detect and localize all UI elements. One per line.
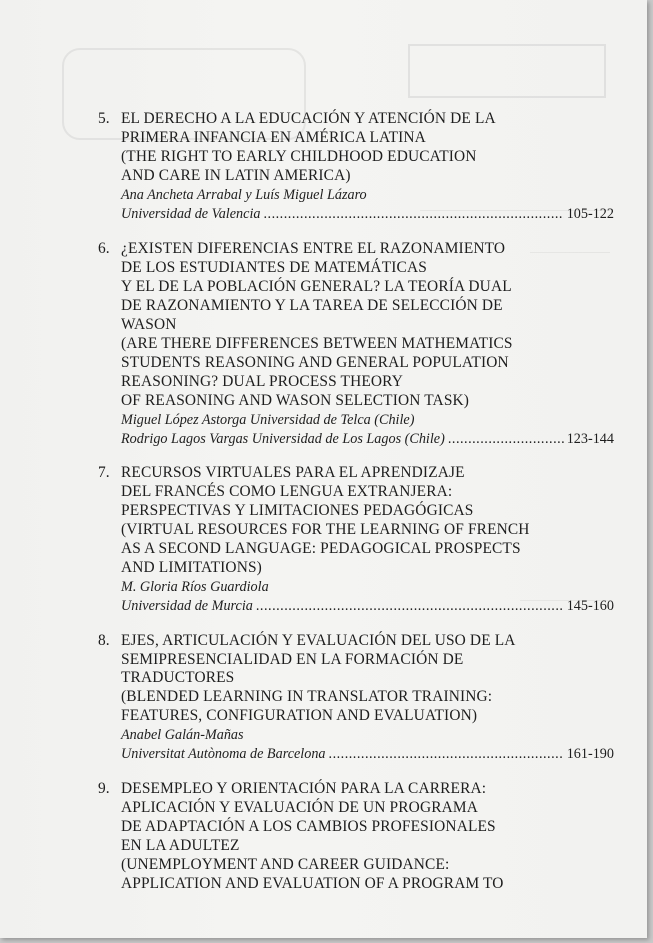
toc-entry xyxy=(98,780,614,893)
title-line: WASON xyxy=(121,316,177,334)
entry-affiliation-pages xyxy=(121,205,614,224)
title-line: EN LA ADULTEZ xyxy=(121,836,240,854)
entry-number: 5. xyxy=(98,110,110,127)
title-line: APPLICATION AND EVALUATION OF A PROGRAM TO xyxy=(121,874,504,892)
title-line: ¿EXISTEN DIFERENCIAS ENTRE EL RAZONAMIENTO xyxy=(121,240,506,258)
entry-affiliation: Universitat Autònoma de Barcelona xyxy=(121,746,326,763)
entry-affiliation-pages xyxy=(121,745,614,764)
entry-author: M. Gloria Ríos Guardiola xyxy=(121,578,269,595)
title-line: FEATURES, CONFIGURATION AND EVALUATION) xyxy=(121,707,478,725)
entry-number: 9. xyxy=(98,780,110,797)
title-line: EJES, ARTICULACIÓN Y EVALUACIÓN DEL USO DE LA xyxy=(121,631,516,649)
dot-leader xyxy=(256,597,564,616)
entry-author: Miguel López Astorga Universidad de Telca (Chile) xyxy=(121,411,415,428)
title-line: AS A SECOND LANGUAGE: PEDAGOGICAL PROSPECTS xyxy=(121,540,521,558)
entry-affiliation-pages xyxy=(121,430,614,449)
entry-affiliation: Universidad de Valencia xyxy=(121,205,261,222)
entry-title xyxy=(121,240,614,410)
title-line: STUDENTS REASONING AND GENERAL POPULATION xyxy=(121,353,509,371)
title-line: (UNEMPLOYMENT AND CAREER GUIDANCE: xyxy=(121,855,450,873)
entry-title xyxy=(121,110,614,186)
entry-pages: 123-144 xyxy=(566,430,614,447)
title-line: RECURSOS VIRTUALES PARA EL APRENDIZAJE xyxy=(121,464,465,482)
dot-leader xyxy=(448,430,564,449)
title-line: EL DERECHO A LA EDUCACIÓN Y ATENCIÓN DE LA xyxy=(121,110,496,127)
entry-affiliation-pages xyxy=(121,597,614,616)
entry-title xyxy=(121,632,614,727)
entry-number: 8. xyxy=(98,631,110,649)
title-line: DESEMPLEO Y ORIENTACIÓN PARA LA CARRERA: xyxy=(121,780,487,797)
title-line: APLICACIÓN Y EVALUACIÓN DE UN PROGRAMA xyxy=(121,798,478,816)
title-line: TRADUCTORES xyxy=(121,669,235,687)
entry-number: 6. xyxy=(98,240,110,258)
title-line: (BLENDED LEARNING IN TRANSLATOR TRAINING: xyxy=(121,688,493,706)
bleed-through-logo-box xyxy=(408,44,606,98)
title-line: DEL FRANCÉS COMO LENGUA EXTRANJERA: xyxy=(121,483,453,501)
title-line: DE RAZONAMIENTO Y LA TAREA DE SELECCIÓN DE xyxy=(121,297,503,315)
title-line: OF REASONING AND WASON SELECTION TASK) xyxy=(121,391,470,409)
title-line: PERSPECTIVAS Y LIMITACIONES PEDAGÓGICAS xyxy=(121,502,474,520)
title-line: DE ADAPTACIÓN A LOS CAMBIOS PROFESIONALES xyxy=(121,817,496,835)
entry-pages: 145-160 xyxy=(566,597,614,614)
toc-entry xyxy=(98,632,614,764)
entry-title xyxy=(121,780,614,893)
toc-entry xyxy=(98,240,614,448)
entry-pages: 105-122 xyxy=(566,205,614,222)
entry-pages: 161-190 xyxy=(566,746,614,763)
entry-affiliation: Universidad de Murcia xyxy=(121,597,253,614)
title-line: AND LIMITATIONS) xyxy=(121,558,262,576)
entry-number: 7. xyxy=(98,464,110,482)
title-line: AND CARE IN LATIN AMERICA) xyxy=(121,166,351,184)
entry-title xyxy=(121,464,614,577)
table-of-contents xyxy=(98,110,614,893)
entry-author: Anabel Galán-Mañas xyxy=(121,727,244,744)
title-line: Y EL DE LA POBLACIÓN GENERAL? LA TEORÍA DUAL xyxy=(121,278,512,296)
title-line: (VIRTUAL RESOURCES FOR THE LEARNING OF FRENCH xyxy=(121,521,530,539)
dot-leader xyxy=(263,205,563,224)
dot-leader xyxy=(329,745,564,764)
title-line: (ARE THERE DIFFERENCES BETWEEN MATHEMATICS xyxy=(121,334,513,352)
title-line: REASONING? DUAL PROCESS THEORY xyxy=(121,372,403,390)
toc-entry xyxy=(98,464,614,615)
title-line: PRIMERA INFANCIA EN AMÉRICA LATINA xyxy=(121,128,426,146)
entry-author-affiliation: Rodrigo Lagos Vargas Universidad de Los Lagos (Chile) xyxy=(121,430,445,447)
entry-author: Ana Ancheta Arrabal y Luís Miguel Lázaro xyxy=(121,186,367,203)
title-line: (THE RIGHT TO EARLY CHILDHOOD EDUCATION xyxy=(121,147,477,165)
title-line: SEMIPRESENCIALIDAD EN LA FORMACIÓN DE xyxy=(121,650,464,668)
title-line: DE LOS ESTUDIANTES DE MATEMÁTICAS xyxy=(121,259,427,277)
toc-entry xyxy=(98,110,614,223)
